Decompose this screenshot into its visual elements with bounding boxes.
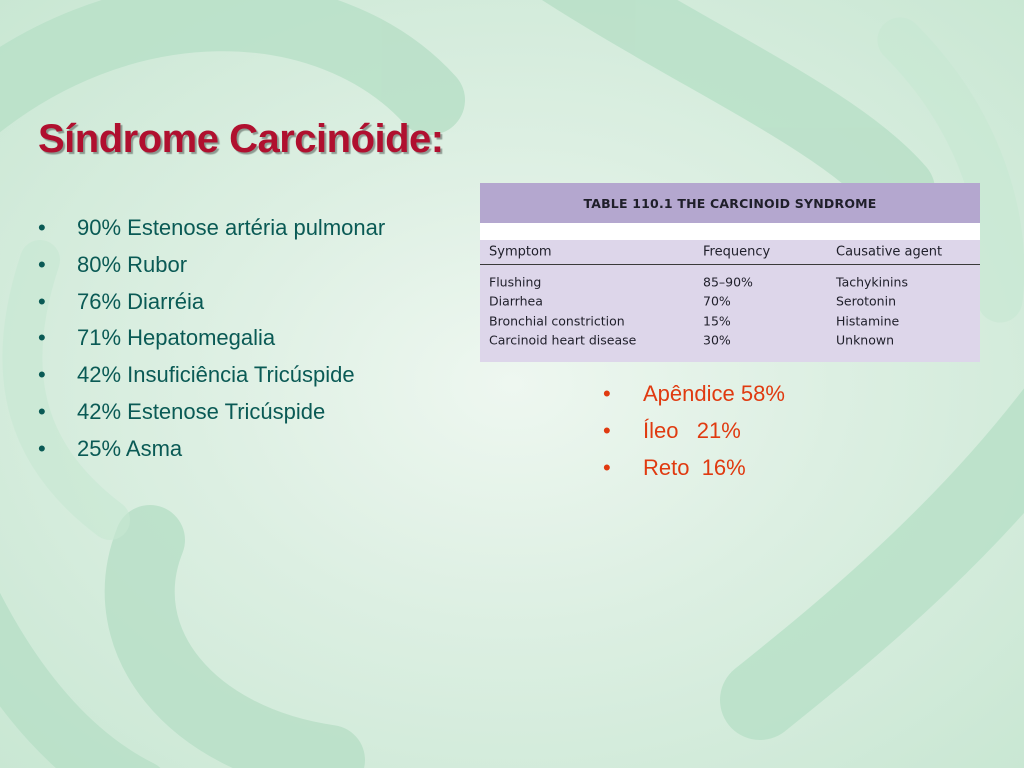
table-divider (480, 223, 980, 240)
bullet-icon: • (38, 435, 46, 461)
bullet-icon: • (38, 215, 46, 240)
list-item (38, 435, 385, 472)
symptom-cell: Carcinoid heart disease (489, 332, 637, 348)
frequency-cell: 85–90% (703, 274, 753, 290)
bullet-icon: • (38, 251, 46, 277)
symptom-cell: Bronchial constriction (489, 313, 625, 329)
list-item-text: 25% Asma (77, 435, 183, 461)
table-header-row (480, 240, 980, 265)
bullet-icon: • (38, 362, 46, 388)
causative-agent-cell: Serotonin (836, 293, 897, 309)
frequency-cell: 70% (703, 293, 731, 309)
list-item (38, 324, 385, 361)
list-item-text: 76% Diarréia (77, 288, 205, 314)
symptom-cell: Diarrhea (489, 293, 543, 309)
list-item (603, 380, 785, 417)
column-header-frequency: Frequency (703, 244, 771, 260)
bullet-icon: • (38, 398, 46, 424)
bullet-icon: • (603, 417, 611, 443)
table-row (480, 272, 980, 292)
left-bullet-list (38, 214, 385, 472)
bullet-icon: • (603, 381, 611, 406)
list-item (38, 361, 385, 398)
bullet-icon: • (603, 454, 611, 480)
table-title: TABLE 110.1 THE CARCINOID SYNDROME (480, 183, 980, 223)
frequency-cell: 30% (703, 332, 731, 348)
bullet-icon: • (38, 288, 46, 314)
list-item (38, 214, 385, 251)
list-item-text: 90% Estenose artéria pulmonar (77, 215, 386, 240)
table-body (480, 265, 980, 350)
causative-agent-cell: Unknown (836, 332, 895, 348)
symptom-cell: Flushing (489, 274, 542, 290)
table-row (480, 311, 980, 331)
list-item-text: Íleo 21% (643, 417, 741, 443)
list-item-text: 80% Rubor (77, 251, 188, 277)
column-header-symptom: Symptom (489, 244, 552, 260)
table-row (480, 331, 980, 351)
list-item (38, 251, 385, 288)
frequency-cell: 15% (703, 313, 731, 329)
causative-agent-cell: Tachykinins (836, 274, 908, 290)
list-item-text: 71% Hepatomegalia (77, 325, 276, 351)
list-item-text: 42% Estenose Tricúspide (77, 398, 326, 424)
carcinoid-syndrome-table (480, 183, 980, 362)
causative-agent-cell: Histamine (836, 313, 900, 329)
list-item-text: 42% Insuficiência Tricúspide (77, 362, 355, 388)
table-row (480, 292, 980, 312)
slide-title: Síndrome Carcinóide: (38, 117, 444, 161)
list-item-text: Apêndice 58% (643, 381, 785, 406)
list-item (603, 454, 785, 491)
list-item (603, 417, 785, 454)
bullet-icon: • (38, 325, 46, 351)
list-item-text: Reto 16% (643, 454, 746, 480)
right-bullet-list (603, 380, 785, 490)
list-item (38, 398, 385, 435)
column-header-causative-agent: Causative agent (836, 244, 943, 260)
list-item (38, 288, 385, 325)
